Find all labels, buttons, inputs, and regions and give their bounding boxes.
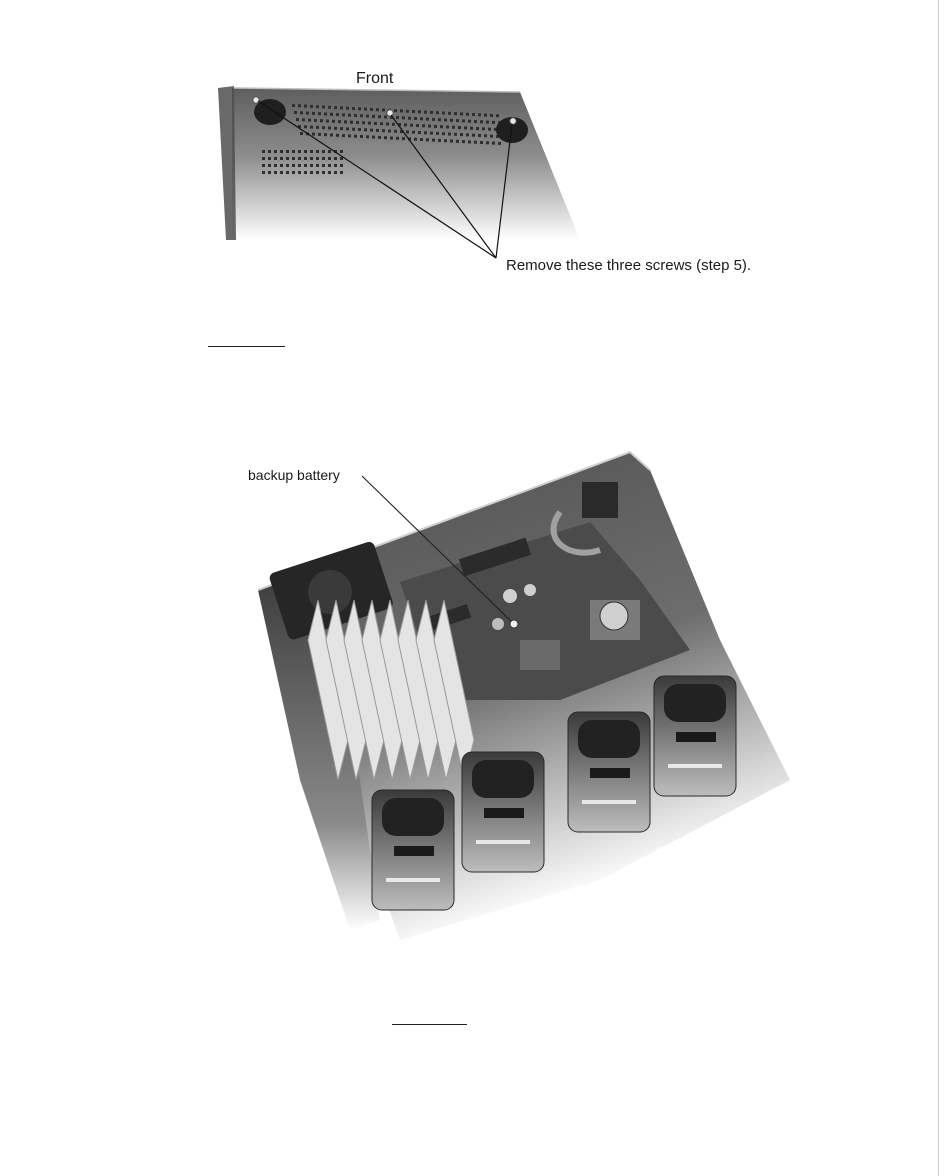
screw-icon — [387, 110, 393, 116]
underline-rule — [392, 1024, 467, 1025]
front-label: Front — [356, 70, 394, 87]
underline-rule — [208, 346, 285, 347]
battery-callout-label: backup battery — [248, 467, 340, 483]
screw-icon — [253, 97, 259, 103]
open-chassis-internals-illustration — [258, 452, 790, 940]
screws-callout-label: Remove these three screws (step 5). — [506, 257, 752, 274]
screw-icon — [510, 118, 516, 124]
left-foot-icon — [254, 99, 286, 125]
chassis-underside-illustration — [218, 86, 580, 258]
battery-icon — [510, 620, 518, 628]
